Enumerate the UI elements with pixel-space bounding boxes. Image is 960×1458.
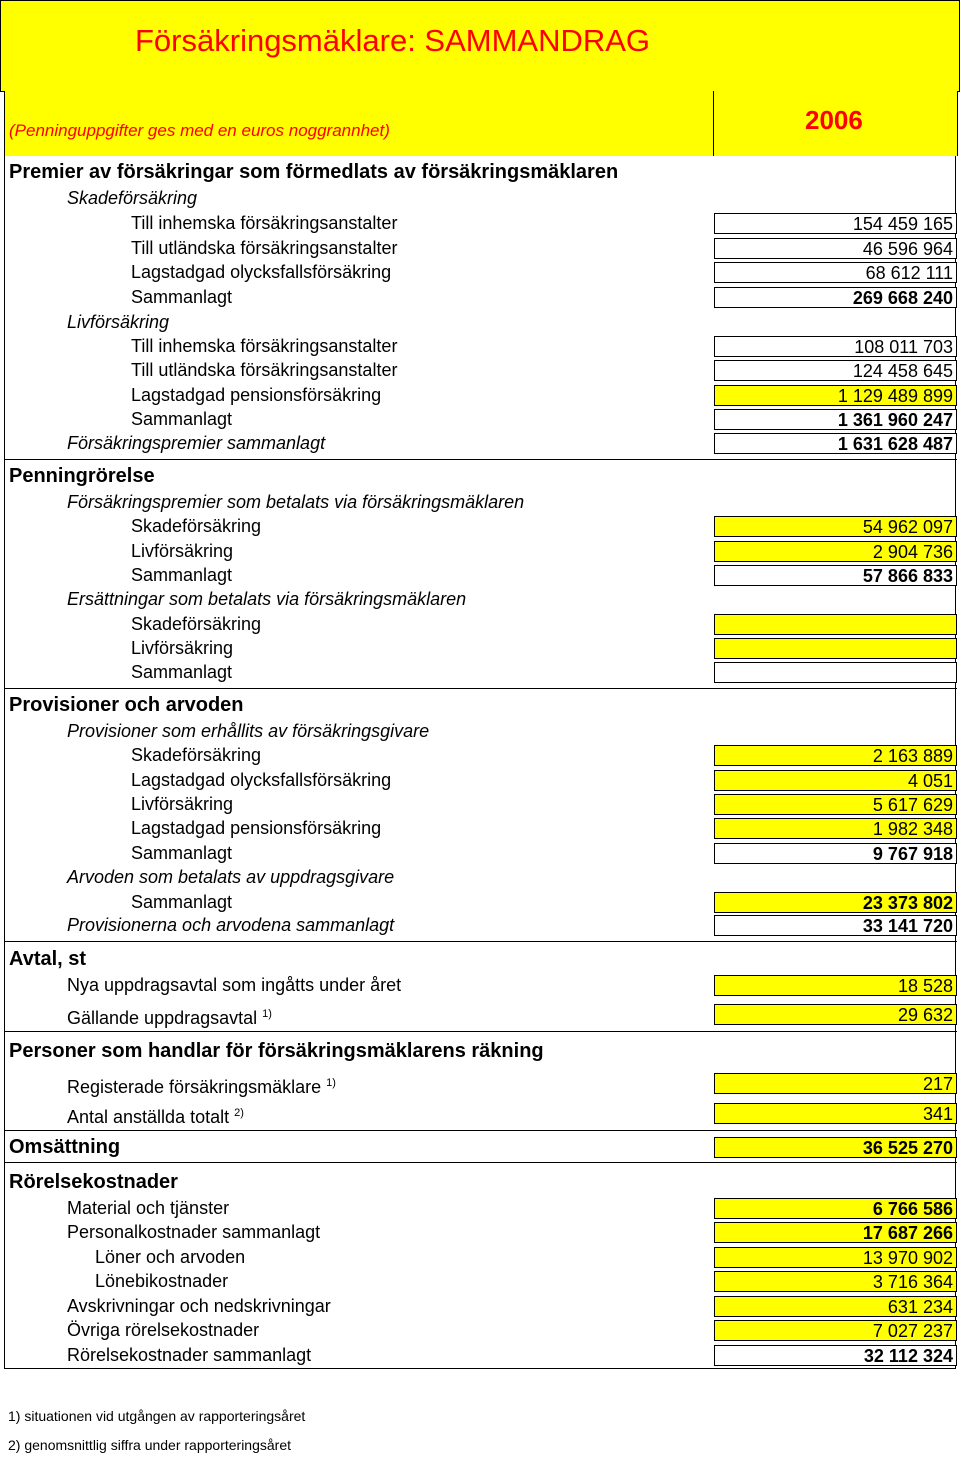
table-row <box>5 865 955 889</box>
value-cell: 154 459 165 <box>714 213 957 234</box>
section-heading: Avtal, st <box>9 948 87 970</box>
section-rorelsekostnader <box>5 1170 955 1194</box>
table-row <box>5 743 955 767</box>
value-cell: 23 373 802 <box>714 892 957 913</box>
footnote-ref: 2) <box>234 1107 244 1119</box>
table-row <box>5 1343 955 1367</box>
value-cell: 2 904 736 <box>714 541 957 562</box>
table-row <box>5 1071 955 1095</box>
row-label <box>67 1002 272 1030</box>
row-label: Skadeförsäkring <box>131 745 262 765</box>
table-row <box>5 514 955 538</box>
row-label: Avskrivningar och nedskrivningar <box>67 1296 331 1316</box>
row-label: Övriga rörelsekostnader <box>67 1320 260 1340</box>
value-cell: 29 632 <box>714 1004 957 1025</box>
value-cell: 36 525 270 <box>714 1137 957 1158</box>
value-cell: 5 617 629 <box>714 794 957 815</box>
table-row <box>5 612 955 636</box>
value-cell: 9 767 918 <box>714 843 957 864</box>
table-row <box>5 1002 955 1026</box>
row-label: Rörelsekostnader sammanlagt <box>67 1345 312 1365</box>
table-row <box>5 816 955 840</box>
value-cell: 3 716 364 <box>714 1271 957 1292</box>
row-label: Provisioner som erhållits av försäkringsgivare <box>67 721 430 741</box>
section-penning <box>5 464 955 488</box>
row-label <box>67 1071 336 1099</box>
value-cell: 124 458 645 <box>714 360 957 381</box>
row-label: Lönebikostnader <box>95 1271 229 1291</box>
value-cell: 18 528 <box>714 975 957 996</box>
table-row <box>5 260 955 284</box>
row-label: Livförsäkring <box>131 794 234 814</box>
row-label: Livförsäkring <box>67 312 170 332</box>
section-heading: Rörelsekostnader <box>9 1171 178 1193</box>
table-row <box>5 973 955 997</box>
row-label: Sammanlagt <box>131 287 233 307</box>
value-cell: 1 129 489 899 <box>714 385 957 406</box>
table-row <box>5 1101 955 1125</box>
table-row <box>5 1245 955 1269</box>
table-row <box>5 587 955 611</box>
section-heading: Penningrörelse <box>9 465 155 487</box>
row-label: Lagstadgad pensionsförsäkring <box>131 385 382 405</box>
row-label: Sammanlagt <box>131 662 233 682</box>
value-cell: 269 668 240 <box>714 287 957 308</box>
row-label: Skadeförsäkring <box>131 516 262 536</box>
table-row <box>5 1196 955 1220</box>
table-row <box>5 890 955 914</box>
table-row <box>5 1318 955 1342</box>
section-heading: Premier av försäkringar som förmedlats av försäkringsmäklaren <box>9 161 619 183</box>
value-cell: 1 982 348 <box>714 818 957 839</box>
row-label: Provisionerna och arvodena sammanlagt <box>67 915 395 935</box>
section-omsattning <box>5 1135 955 1159</box>
row-label: Försäkringspremier sammanlagt <box>67 433 326 453</box>
page-title: Försäkringsmäklare: SAMMANDRAG <box>135 23 651 58</box>
row-label: Material och tjänster <box>67 1198 230 1218</box>
value-cell: 108 011 703 <box>714 336 957 357</box>
table-row <box>5 841 955 865</box>
row-label: Lagstadgad olycksfallsförsäkring <box>131 770 392 790</box>
row-label: Arvoden som betalats av uppdragsgivare <box>67 867 395 887</box>
table-row <box>5 1294 955 1318</box>
row-label: Sammanlagt <box>131 409 233 429</box>
row-label: Sammanlagt <box>131 892 233 912</box>
row-label: Till inhemska försäkringsanstalter <box>131 213 398 233</box>
table-row <box>5 407 955 431</box>
footnote-2: 2) genomsnittlig siffra under rapporteringsåret <box>8 1437 292 1453</box>
section-avtal <box>5 947 955 971</box>
row-label <box>67 1101 244 1129</box>
section-heading: Provisioner och arvoden <box>9 694 244 716</box>
table-row <box>5 660 955 684</box>
row-label: Skadeförsäkring <box>131 614 262 634</box>
table-row <box>5 913 955 937</box>
table-row <box>5 431 955 455</box>
value-cell: 57 866 833 <box>714 565 957 586</box>
row-label: Personalkostnader sammanlagt <box>67 1222 321 1242</box>
row-label: Försäkringspremier som betalats via försäkringsmäklaren <box>67 492 525 512</box>
table-row <box>5 186 955 210</box>
table-row <box>5 563 955 587</box>
section-divider <box>5 688 957 689</box>
row-label: Livförsäkring <box>131 638 234 658</box>
section-divider <box>5 459 957 460</box>
section-personer <box>5 1039 955 1063</box>
value-cell: 4 051 <box>714 770 957 791</box>
row-label: Löner och arvoden <box>95 1247 246 1267</box>
section-divider <box>5 1130 957 1131</box>
table-row <box>5 383 955 407</box>
section-premier <box>5 160 955 184</box>
section-divider <box>5 1031 957 1032</box>
value-cell <box>714 614 957 635</box>
table-row <box>5 539 955 563</box>
table-row <box>5 236 955 260</box>
section-divider <box>5 1162 957 1163</box>
row-label: Till utländska försäkringsanstalter <box>131 360 398 380</box>
title-band <box>0 0 960 92</box>
table-row <box>5 719 955 743</box>
value-cell: 6 766 586 <box>714 1198 957 1219</box>
table-row <box>5 1269 955 1293</box>
row-label: Lagstadgad pensionsförsäkring <box>131 818 382 838</box>
value-cell: 631 234 <box>714 1296 957 1317</box>
table-row <box>5 490 955 514</box>
table-row <box>5 1220 955 1244</box>
row-label: Ersättningar som betalats via försäkringsmäklaren <box>67 589 467 609</box>
value-cell: 1 631 628 487 <box>714 433 957 454</box>
value-cell: 46 596 964 <box>714 238 957 259</box>
section-heading: Omsättning <box>9 1136 121 1158</box>
footnote-ref: 1) <box>326 1077 336 1089</box>
table-row <box>5 285 955 309</box>
year-label: 2006 <box>805 105 863 135</box>
value-cell: 33 141 720 <box>714 915 957 936</box>
table-row <box>5 636 955 660</box>
value-cell: 13 970 902 <box>714 1247 957 1268</box>
section-divider <box>5 941 957 942</box>
value-cell <box>714 638 957 659</box>
row-label-text: Registerade försäkringsmäklare <box>67 1077 322 1097</box>
value-cell: 7 027 237 <box>714 1320 957 1341</box>
value-cell: 2 163 889 <box>714 745 957 766</box>
table-row <box>5 211 955 235</box>
value-cell: 68 612 111 <box>714 262 957 283</box>
table-row <box>5 358 955 382</box>
row-label: Sammanlagt <box>131 565 233 585</box>
currency-note: (Penninguppgifter ges med en euros noggrannhet) <box>9 121 390 140</box>
row-label-text: Antal anställda totalt <box>67 1107 230 1127</box>
value-cell: 17 687 266 <box>714 1222 957 1243</box>
summary-table <box>4 156 956 1369</box>
footnote-ref: 1) <box>262 1008 272 1020</box>
row-label: Livförsäkring <box>131 541 234 561</box>
section-provisioner <box>5 693 955 717</box>
row-label: Lagstadgad olycksfallsförsäkring <box>131 262 392 282</box>
section-heading: Personer som handlar för försäkringsmäklarens räkning <box>9 1040 544 1062</box>
row-label-text: Gällande uppdragsavtal <box>67 1008 258 1028</box>
table-row <box>5 768 955 792</box>
row-label: Till inhemska försäkringsanstalter <box>131 336 398 356</box>
header-band <box>4 91 958 156</box>
table-row <box>5 310 955 334</box>
row-label: Skadeförsäkring <box>67 188 198 208</box>
value-cell: 1 361 960 247 <box>714 409 957 430</box>
row-label: Till utländska försäkringsanstalter <box>131 238 398 258</box>
value-cell: 54 962 097 <box>714 516 957 537</box>
value-cell <box>714 662 957 683</box>
table-row <box>5 792 955 816</box>
footnote-1: 1) situationen vid utgången av rapporteringsåret <box>8 1408 306 1424</box>
row-label: Sammanlagt <box>131 843 233 863</box>
value-cell: 32 112 324 <box>714 1345 957 1366</box>
value-cell: 341 <box>714 1103 957 1124</box>
value-cell: 217 <box>714 1073 957 1094</box>
table-row <box>5 334 955 358</box>
row-label: Nya uppdragsavtal som ingåtts under året <box>67 975 402 995</box>
